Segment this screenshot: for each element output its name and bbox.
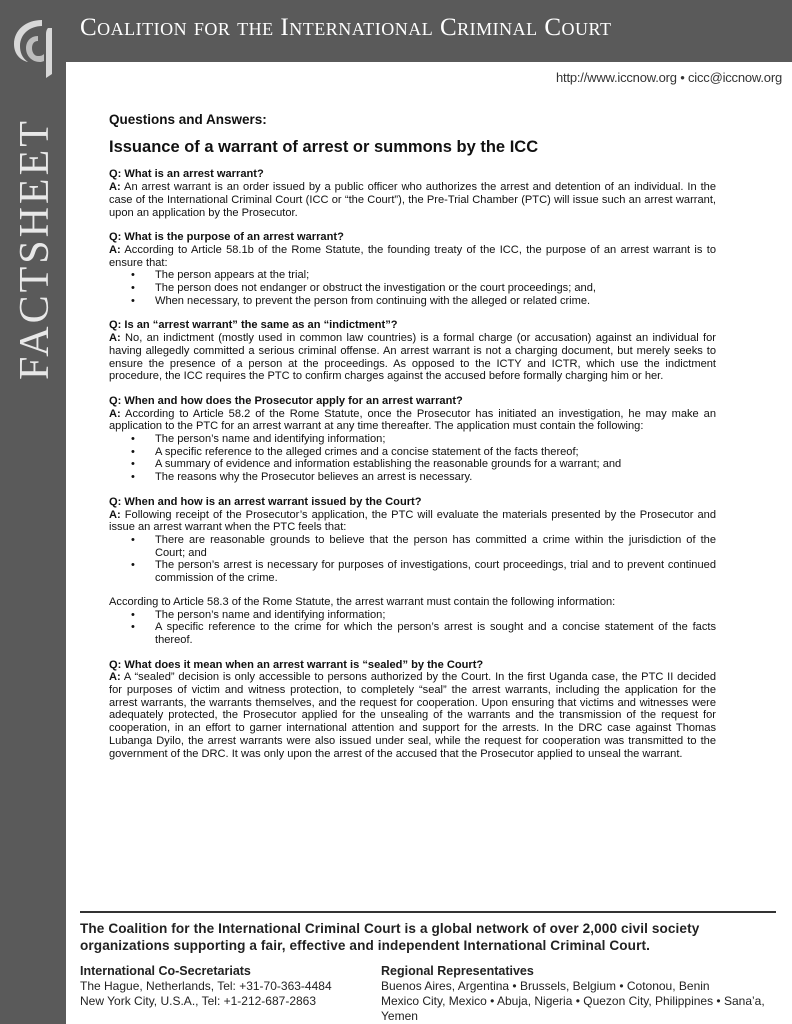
contact-line: http://www.iccnow.org • cicc@iccnow.org xyxy=(556,70,782,85)
qa-block xyxy=(109,231,716,307)
qa-block xyxy=(109,168,716,219)
answer: A: Following receipt of the Prosecutor’s application, the PTC will evaluate the materials presented by the Prosecutor and issue an arrest warrant when the PTC feels that: xyxy=(109,508,716,534)
list-item: • A specific reference to the alleged crimes and a concise statement of the facts thereof; xyxy=(109,446,716,459)
list-item: • The reasons why the Prosecutor believes an arrest is necessary. xyxy=(109,471,716,484)
answer: A: An arrest warrant is an order issued by a public officer who authorizes the arrest and detention of an individual. In the case of the International Criminal Court (ICC or “the Court”), the Pre-Trial Chamber (PTC) will issue such an arrest warrant, upon an application by the Prosecutor. xyxy=(109,181,716,219)
list-item: • There are reasonable grounds to believe that the person has committed a crime within the jurisdiction of the Court; and xyxy=(109,534,716,559)
bullet-list xyxy=(109,269,716,307)
qa-block xyxy=(109,659,716,761)
bullet-list xyxy=(109,534,716,585)
header-bar xyxy=(66,0,792,62)
list-item: • A specific reference to the crime for which the person’s arrest is sought and a concise statement of the facts thereof. xyxy=(109,621,716,646)
list-item: • The person’s name and identifying information; xyxy=(109,609,716,622)
answer: A: No, an indictment (mostly used in common law countries) is a formal charge (or accusation) against an individual for having allegedly committed a serious criminal offense. An arrest warrant is not a charging document, but merely seeks to ensure the presence of a person at the proceedings. As opposed to the ICTY and ICTR, which use the indictment procedure, the ICC requires the PTC to confirm charges against the accused before formally charging him or her. xyxy=(109,332,716,383)
list-item: • The person’s arrest is necessary for purposes of investigations, court proceedings, trial and to prevent continued commission of the crime. xyxy=(109,559,716,584)
footer-tagline: The Coalition for the International Criminal Court is a global network of over 2,000 civil society organizations supporting a fair, effective and independent International Criminal Court. xyxy=(80,921,700,953)
footer-line: Mexico City, Mexico • Abuja, Nigeria • Quezon City, Philippines • Sana’a, Yemen xyxy=(381,994,765,1023)
footer-heading: International Co-Secretariats xyxy=(80,964,251,978)
footer-heading: Regional Representatives xyxy=(381,964,534,978)
header-title: Coalition for the International Criminal Court xyxy=(80,14,612,41)
question: Q: When and how is an arrest warrant issued by the Court? xyxy=(109,495,422,508)
answer: A: According to Article 58.2 of the Rome Statute, once the Prosecutor has initiated an investigation, he may make an application to the PTC for an arrest warrant at any time thereafter. The application must contain the following: xyxy=(109,407,716,433)
list-item: • When necessary, to prevent the person from continuing with the alleged or related crime. xyxy=(109,295,716,308)
list-item: • The person appears at the trial; xyxy=(109,269,716,282)
factsheet-vertical-label xyxy=(8,90,58,390)
paragraph: According to Article 58.3 of the Rome Statute, the arrest warrant must contain the following information: xyxy=(109,595,616,608)
answer: A: A “sealed” decision is only accessible to persons authorized by the Court. In the first Uganda case, the PTC II decided for purposes of victim and witness protection, to completely “seal” the arrest warrants, including the application for the arrest warrants, the warrants themselves, and the request for cooperation. Upon ensuring that victims and witnesses were adequately protected, the Prosecutor applied for the unsealing of the warrants and the transmission of the request for cooperation, in an effort to garner international attention and support for the arrests. In the DRC case against Thomas Lubanga Dyilo, the arrest warrants were also issued under seal, while the request for cooperation was transmitted to the government of the DRC. It was only upon the arrest of the accused that the Prosecutor applied to unseal the warrant. xyxy=(109,671,716,760)
footer-line: New York City, U.S.A., Tel: +1-212-687-2863 xyxy=(80,994,317,1008)
co-secretariats xyxy=(80,964,332,1009)
footer-line: Buenos Aires, Argentina • Brussels, Belgium • Cotonou, Benin xyxy=(381,979,710,993)
footer-divider xyxy=(80,911,776,913)
question: Q: What is an arrest warrant? xyxy=(109,168,264,181)
bullet-list xyxy=(109,609,716,647)
qa-block xyxy=(109,496,716,647)
question: Q: Is an “arrest warrant” the same as an “indictment”? xyxy=(109,319,398,332)
qa-block xyxy=(109,395,716,484)
svg-text:FACTSHEET: FACTSHEET xyxy=(12,118,58,380)
regional-representatives xyxy=(381,964,790,1024)
list-item: • The person does not endanger or obstruct the investigation or the court proceedings; and, xyxy=(109,282,716,295)
answer: A: According to Article 58.1b of the Rome Statute, the founding treaty of the ICC, the purpose of an arrest warrant is to ensure that: xyxy=(109,243,716,269)
question: Q: What does it mean when an arrest warrant is “sealed” by the Court? xyxy=(109,658,484,671)
sidebar xyxy=(0,0,66,1024)
question: Q: What is the purpose of an arrest warrant? xyxy=(109,231,344,244)
qa-block xyxy=(109,319,716,383)
bullet-list xyxy=(109,433,716,484)
footer-line: The Hague, Netherlands, Tel: +31-70-363-4484 xyxy=(80,979,332,993)
list-item: • A summary of evidence and information establishing the reasonable grounds for a warrant; and xyxy=(109,458,716,471)
document-body xyxy=(109,114,716,772)
section-label: Questions and Answers: xyxy=(109,112,267,127)
cicc-logo-icon xyxy=(8,14,58,80)
question: Q: When and how does the Prosecutor apply for an arrest warrant? xyxy=(109,394,463,407)
list-item: • The person’s name and identifying information; xyxy=(109,433,716,446)
document-title: Issuance of a warrant of arrest or summons by the ICC xyxy=(109,137,539,156)
